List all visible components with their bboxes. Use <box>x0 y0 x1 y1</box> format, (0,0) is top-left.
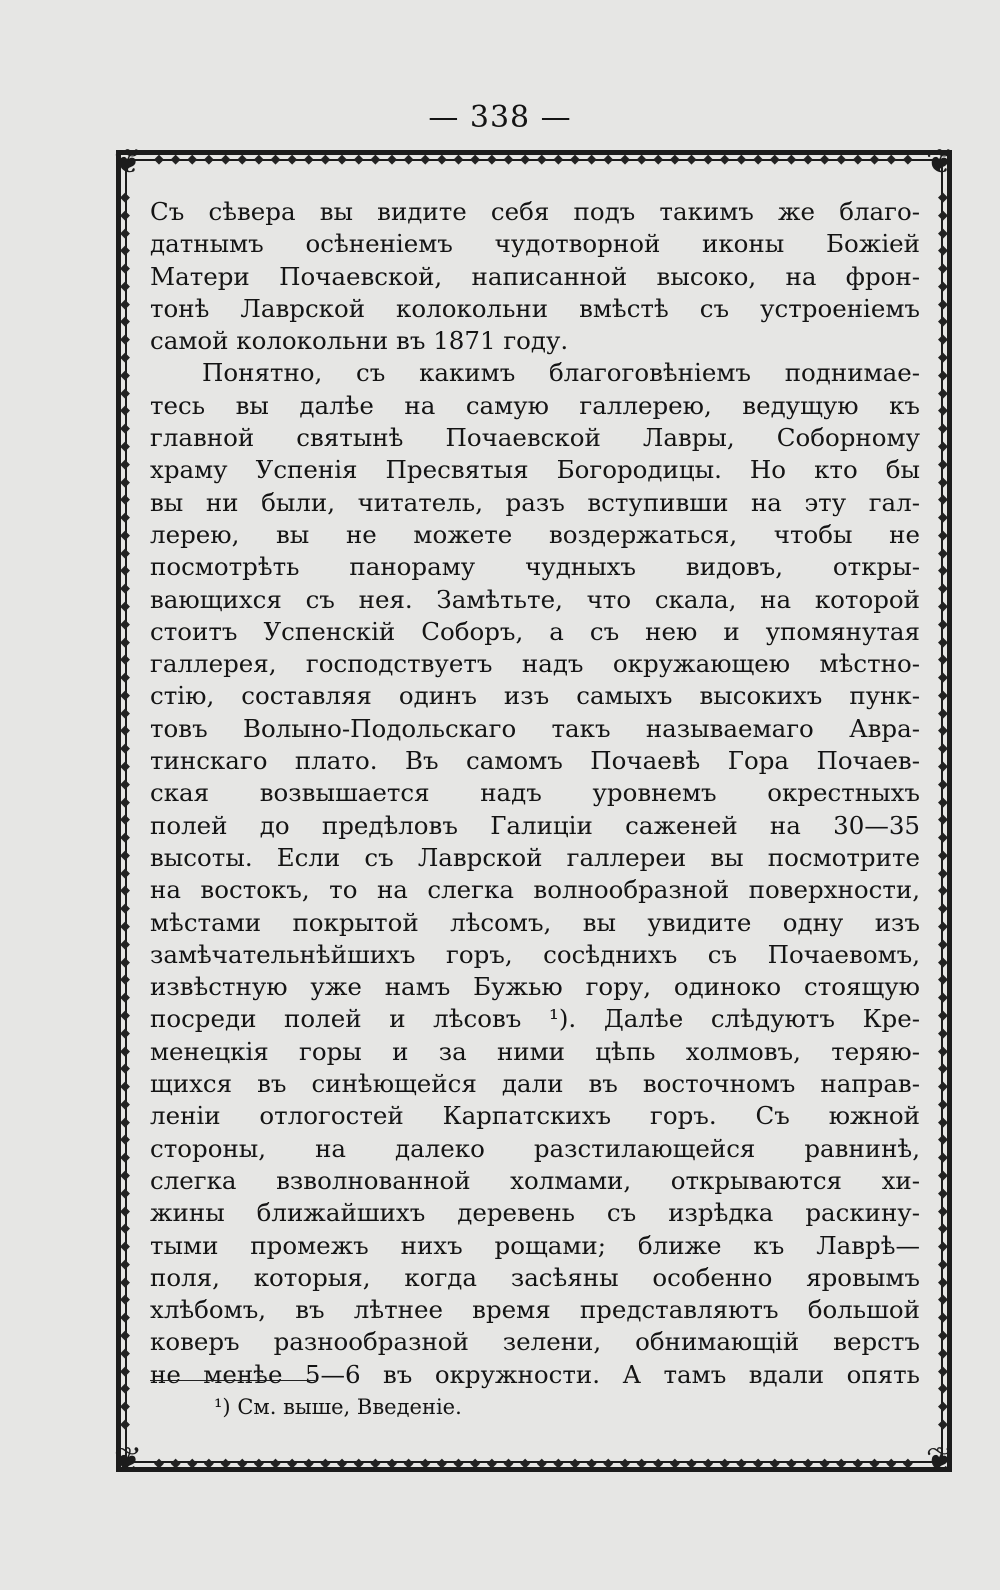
chain-band-icon: ◆ <box>120 1221 130 1237</box>
frame-right-band <box>935 190 951 1432</box>
text-line: леніи отлогостей Карпатскихъ горъ. Съ южной <box>150 1101 920 1131</box>
chain-band-icon: ◆ <box>938 1114 948 1130</box>
chain-band-icon: ◆ <box>938 438 948 454</box>
chain-band-icon: ◆ <box>120 705 130 721</box>
chain-band-icon: ◆ <box>938 1292 948 1308</box>
chain-band-icon: ◆ <box>938 332 948 348</box>
chain-band-icon: ◆ <box>120 207 130 223</box>
chain-band-icon: ◆ <box>120 1167 130 1183</box>
chain-band-icon: ◆ <box>938 990 948 1006</box>
text-line: лерею, вы не можете воздержаться, чтобы не <box>150 519 920 549</box>
chain-band-icon: ◆ <box>938 1310 948 1326</box>
chain-band-icon: ◆ <box>938 634 948 650</box>
chain-band-icon: ◆ <box>938 456 948 472</box>
frame-bottom-band <box>154 1455 914 1471</box>
chain-band-icon: ◆ <box>938 865 948 881</box>
text-line: Съ сѣвера вы видите себя подъ такимъ же благо- <box>150 197 920 226</box>
text-line: тонѣ Лаврской колокольни вмѣстѣ съ устроеніемъ <box>150 293 920 323</box>
chain-band-icon: ◆ <box>719 1455 731 1471</box>
text-line: вы ни были, читатель, разъ вступивши на эту гал- <box>150 487 920 517</box>
chain-band-icon: ◆ <box>120 1043 130 1059</box>
chain-band-icon: ◆ <box>938 563 948 579</box>
chain-band-icon: ◆ <box>120 545 130 561</box>
chain-band-icon: ◆ <box>938 581 948 597</box>
chain-band-icon: ◆ <box>938 1025 948 1041</box>
text-line: самой колокольни въ 1871 году. <box>150 326 569 356</box>
text-line: стоитъ Успенскій Соборъ, а съ нею и упомянутая <box>150 616 920 646</box>
chain-band-icon: ◆ <box>120 776 130 792</box>
chain-band-icon: ◆ <box>938 776 948 792</box>
chain-band-icon: ◆ <box>938 367 948 383</box>
chain-band-icon: ◆ <box>486 1455 498 1471</box>
text-line: жины ближайшихъ деревень съ изрѣдка раскину- <box>150 1198 920 1228</box>
chain-band-icon: ◆ <box>938 598 948 614</box>
chain-band-icon: ◆ <box>337 151 349 167</box>
chain-band-icon: ◆ <box>287 151 299 167</box>
text-line: менецкія горы и за ними цѣпь холмовъ, теряю- <box>150 1036 920 1066</box>
chain-band-icon: ◆ <box>353 1455 365 1471</box>
chain-band-icon: ◆ <box>938 1132 948 1148</box>
chain-band-icon: ◆ <box>187 151 199 167</box>
chain-band-icon: ◆ <box>253 151 265 167</box>
chain-band-icon: ◆ <box>120 527 130 543</box>
chain-band-icon: ◆ <box>120 190 130 205</box>
chain-band-icon: ◆ <box>120 1328 130 1343</box>
chain-band-icon: ◆ <box>120 563 130 579</box>
chain-band-icon: ◆ <box>154 1455 165 1471</box>
chain-band-icon: ◆ <box>220 1455 232 1471</box>
chain-band-icon: ◆ <box>120 1025 130 1041</box>
chain-band-icon: ◆ <box>852 151 864 167</box>
chain-band-icon: ◆ <box>270 1455 282 1471</box>
chain-band-icon: ◆ <box>120 403 130 419</box>
chain-band-icon: ◆ <box>120 972 130 988</box>
chain-band-icon: ◆ <box>938 954 948 970</box>
chain-band-icon: ◆ <box>736 1455 748 1471</box>
text-line: на востокъ, то на слегка волнообразной поверхности, <box>150 875 920 905</box>
chain-band-icon: ◆ <box>938 1274 948 1290</box>
chain-band-icon: ◆ <box>120 1416 130 1432</box>
chain-band-icon: ◆ <box>270 151 282 167</box>
chain-band-icon: ◆ <box>938 705 948 721</box>
footnote <box>214 1395 462 1419</box>
chain-band-icon: ◆ <box>120 990 130 1006</box>
chain-band-icon: ◆ <box>938 901 948 917</box>
text-line: товъ Волыно-Подольскаго такъ называемаго Авра- <box>150 713 920 743</box>
chain-band-icon: ◆ <box>120 492 130 508</box>
chain-band-icon: ◆ <box>938 1239 948 1255</box>
text-line: стію, составляя одинъ изъ самыхъ высокихъ пунк- <box>150 681 920 711</box>
body-text <box>150 196 920 1391</box>
chain-band-icon: ◆ <box>619 1455 631 1471</box>
chain-band-icon: ◆ <box>636 151 648 167</box>
chain-band-icon: ◆ <box>120 1061 130 1077</box>
chain-band-icon: ◆ <box>570 1455 582 1471</box>
chain-band-icon: ◆ <box>120 332 130 348</box>
chain-band-icon: ◆ <box>938 474 948 490</box>
text-line: датнымъ осѣненіемъ чудотворной иконы Божіей <box>150 229 920 259</box>
chain-band-icon: ◆ <box>938 1167 948 1183</box>
chain-band-icon: ◆ <box>120 581 130 597</box>
chain-band-icon: ◆ <box>120 759 130 774</box>
chain-band-icon: ◆ <box>938 225 948 241</box>
chain-band-icon: ◆ <box>938 510 948 526</box>
chain-band-icon: ◆ <box>120 1114 130 1130</box>
chain-band-icon: ◆ <box>938 1328 948 1343</box>
chain-band-icon: ◆ <box>120 883 130 899</box>
chain-band-icon: ◆ <box>237 151 249 167</box>
chain-band-icon: ◆ <box>938 972 948 988</box>
chain-band-icon: ◆ <box>120 687 130 703</box>
text-line: галлерея, господствуетъ надъ окружающею мѣстно- <box>150 649 920 679</box>
chain-band-icon: ◆ <box>203 1455 215 1471</box>
text-line: Понятно, съ какимъ благоговѣніемъ поднимае- <box>202 358 920 388</box>
chain-band-icon: ◆ <box>753 151 765 167</box>
chain-band-icon: ◆ <box>120 421 130 437</box>
text-line: коверъ разнообразной зелени, обнимающій верстъ <box>150 1327 920 1357</box>
text-line: поля, которыя, когда засѣяны особенно яровымъ <box>150 1262 920 1292</box>
chain-band-icon: ◆ <box>938 794 948 810</box>
chain-band-icon: ◆ <box>938 207 948 223</box>
chain-band-icon: ◆ <box>938 403 948 419</box>
chain-band-icon: ◆ <box>938 421 948 437</box>
chain-band-icon: ◆ <box>403 151 415 167</box>
chain-band-icon: ◆ <box>120 1363 130 1379</box>
chain-band-icon: ◆ <box>938 296 948 312</box>
chain-band-icon: ◆ <box>938 1203 948 1219</box>
chain-band-icon: ◆ <box>120 723 130 739</box>
chain-band-icon: ◆ <box>120 1185 130 1201</box>
text-line: слегка взволнованной холмами, открываются хи- <box>150 1165 920 1195</box>
chain-band-icon: ◆ <box>120 1096 130 1112</box>
text-line: замѣчательнѣйшихъ горъ, сосѣднихъ съ Почаевомъ, <box>150 939 920 969</box>
chain-band-icon: ◆ <box>938 261 948 277</box>
chain-band-icon: ◆ <box>553 1455 565 1471</box>
chain-band-icon: ◆ <box>120 634 130 650</box>
chain-band-icon: ◆ <box>938 830 948 846</box>
chain-band-icon: ◆ <box>120 243 130 259</box>
chain-band-icon: ◆ <box>187 1455 199 1471</box>
chain-band-icon: ◆ <box>120 1274 130 1290</box>
chain-band-icon: ◆ <box>938 759 948 774</box>
text-line: посмотрѣть панораму чудныхъ видовъ, откры- <box>150 552 920 582</box>
chain-band-icon: ◆ <box>120 847 130 863</box>
chain-band-icon: ◆ <box>938 812 948 828</box>
chain-band-icon: ◆ <box>938 278 948 294</box>
chain-band-icon: ◆ <box>120 1007 130 1023</box>
chain-band-icon: ◆ <box>303 1455 315 1471</box>
chain-band-icon: ◆ <box>669 151 681 167</box>
chain-band-icon: ◆ <box>603 1455 615 1471</box>
fleuron-corner-icon: ❦ <box>925 142 955 182</box>
text-line: извѣстную уже намъ Бужью гору, одиноко стоящую <box>150 972 920 1002</box>
chain-band-icon: ◆ <box>938 1061 948 1077</box>
footnote-marker: ¹) <box>214 1395 231 1419</box>
chain-band-icon: ◆ <box>938 527 948 543</box>
chain-band-icon: ◆ <box>938 1079 948 1095</box>
chain-band-icon: ◆ <box>586 151 598 167</box>
chain-band-icon: ◆ <box>120 278 130 294</box>
chain-band-icon: ◆ <box>938 545 948 561</box>
chain-band-icon: ◆ <box>120 616 130 632</box>
text-line: посреди полей и лѣсовъ ¹). Далѣе слѣдуютъ Кре- <box>150 1004 920 1034</box>
text-line: тинскаго плато. Въ самомъ Почаевѣ Гора Почаев- <box>150 746 920 776</box>
chain-band-icon: ◆ <box>120 741 130 757</box>
chain-band-icon: ◆ <box>120 1256 130 1272</box>
chain-band-icon: ◆ <box>719 151 731 167</box>
text-line: мѣстами покрытой лѣсомъ, вы увидите одну изъ <box>150 907 920 937</box>
chain-band-icon: ◆ <box>852 1455 864 1471</box>
chain-band-icon: ◆ <box>836 151 848 167</box>
chain-band-icon: ◆ <box>938 652 948 668</box>
chain-band-icon: ◆ <box>453 151 465 167</box>
text-line: высоты. Если съ Лаврской галлереи вы посмотрите <box>150 842 920 872</box>
chain-band-icon: ◆ <box>253 1455 265 1471</box>
chain-band-icon: ◆ <box>303 151 315 167</box>
text-line: храму Успенія Пресвятыя Богородицы. Но кто бы <box>150 455 920 485</box>
chain-band-icon: ◆ <box>436 151 448 167</box>
chain-band-icon: ◆ <box>703 1455 715 1471</box>
chain-band-icon: ◆ <box>120 936 130 952</box>
chain-band-icon: ◆ <box>436 1455 448 1471</box>
chain-band-icon: ◆ <box>120 1239 130 1255</box>
chain-band-icon: ◆ <box>902 1455 914 1471</box>
chain-band-icon: ◆ <box>120 385 130 401</box>
chain-band-icon: ◆ <box>553 151 565 167</box>
chain-band-icon: ◆ <box>938 847 948 863</box>
chain-band-icon: ◆ <box>938 243 948 259</box>
chain-band-icon: ◆ <box>938 616 948 632</box>
chain-band-icon: ◆ <box>237 1455 249 1471</box>
frame-left-band <box>117 190 133 1432</box>
chain-band-icon: ◆ <box>120 296 130 312</box>
chain-band-icon: ◆ <box>536 1455 548 1471</box>
text-line: Матери Почаевской, написанной высоко, на фрон- <box>150 261 920 291</box>
chain-band-icon: ◆ <box>120 1310 130 1326</box>
chain-band-icon: ◆ <box>536 151 548 167</box>
chain-band-icon: ◆ <box>120 438 130 454</box>
chain-band-icon: ◆ <box>120 314 130 330</box>
chain-band-icon: ◆ <box>120 901 130 917</box>
chain-band-icon: ◆ <box>786 1455 798 1471</box>
chain-band-icon: ◆ <box>938 687 948 703</box>
chain-band-icon: ◆ <box>503 1455 515 1471</box>
chain-band-icon: ◆ <box>938 1221 948 1237</box>
text-line: щихся въ синѣющейся дали въ восточномъ направ- <box>150 1069 920 1099</box>
fleuron-corner-icon: ❦ <box>925 1440 955 1480</box>
chain-band-icon: ◆ <box>869 151 881 167</box>
chain-band-icon: ◆ <box>619 151 631 167</box>
chain-band-icon: ◆ <box>120 652 130 668</box>
chain-band-icon: ◆ <box>470 1455 482 1471</box>
chain-band-icon: ◆ <box>736 151 748 167</box>
chain-band-icon: ◆ <box>120 456 130 472</box>
chain-band-icon: ◆ <box>120 1203 130 1219</box>
chain-band-icon: ◆ <box>570 151 582 167</box>
chain-band-icon: ◆ <box>120 812 130 828</box>
chain-band-icon: ◆ <box>886 151 898 167</box>
chain-band-icon: ◆ <box>170 1455 182 1471</box>
text-line: тесь вы далѣе на самую галлерею, ведущую къ <box>150 390 920 420</box>
chain-band-icon: ◆ <box>520 1455 532 1471</box>
chain-band-icon: ◆ <box>938 1416 948 1432</box>
chain-band-icon: ◆ <box>938 1256 948 1272</box>
chain-band-icon: ◆ <box>120 919 130 935</box>
chain-band-icon: ◆ <box>120 794 130 810</box>
chain-band-icon: ◆ <box>802 151 814 167</box>
chain-band-icon: ◆ <box>669 1455 681 1471</box>
text-line: полей до предѣловъ Галиціи саженей на 30—35 <box>150 810 920 840</box>
chain-band-icon: ◆ <box>653 151 665 167</box>
chain-band-icon: ◆ <box>120 474 130 490</box>
chain-band-icon: ◆ <box>938 883 948 899</box>
chain-band-icon: ◆ <box>320 151 332 167</box>
chain-band-icon: ◆ <box>320 1455 332 1471</box>
chain-band-icon: ◆ <box>470 151 482 167</box>
chain-band-icon: ◆ <box>120 350 130 366</box>
chain-band-icon: ◆ <box>769 151 781 167</box>
fleuron-corner-icon: ❦ <box>113 142 143 182</box>
chain-band-icon: ◆ <box>938 1185 948 1201</box>
chain-band-icon: ◆ <box>938 741 948 757</box>
chain-band-icon: ◆ <box>203 151 215 167</box>
chain-band-icon: ◆ <box>703 151 715 167</box>
chain-band-icon: ◆ <box>120 670 130 686</box>
chain-band-icon: ◆ <box>938 1007 948 1023</box>
chain-band-icon: ◆ <box>120 865 130 881</box>
chain-band-icon: ◆ <box>819 1455 831 1471</box>
footnote-divider <box>150 1380 315 1381</box>
chain-band-icon: ◆ <box>938 1345 948 1361</box>
chain-band-icon: ◆ <box>386 151 398 167</box>
chain-band-icon: ◆ <box>370 151 382 167</box>
chain-band-icon: ◆ <box>120 1292 130 1308</box>
chain-band-icon: ◆ <box>938 385 948 401</box>
text-line: ская возвышается надъ уровнемъ окрестныхъ <box>150 778 920 808</box>
chain-band-icon: ◆ <box>120 830 130 846</box>
chain-band-icon: ◆ <box>337 1455 349 1471</box>
chain-band-icon: ◆ <box>453 1455 465 1471</box>
chain-band-icon: ◆ <box>420 151 432 167</box>
chain-band-icon: ◆ <box>938 314 948 330</box>
text-line: не менѣе 5—6 въ окружности. А тамъ вдали опять <box>150 1359 920 1389</box>
chain-band-icon: ◆ <box>120 1381 130 1397</box>
chain-band-icon: ◆ <box>938 1381 948 1397</box>
chain-band-icon: ◆ <box>120 1079 130 1095</box>
chain-band-icon: ◆ <box>938 350 948 366</box>
chain-band-icon: ◆ <box>420 1455 432 1471</box>
chain-band-icon: ◆ <box>938 492 948 508</box>
footnote-text: См. выше, Введеніе. <box>237 1395 462 1419</box>
text-line: тыми промежъ нихъ рощами; ближе къ Лаврѣ— <box>150 1230 920 1260</box>
page-number: — 338 — <box>428 100 572 135</box>
chain-band-icon: ◆ <box>836 1455 848 1471</box>
chain-band-icon: ◆ <box>938 919 948 935</box>
text-line: главной святынѣ Почаевской Лавры, Соборному <box>150 423 920 453</box>
chain-band-icon: ◆ <box>869 1455 881 1471</box>
text-line: хлѣбомъ, въ лѣтнее время представляютъ большой <box>150 1295 920 1325</box>
chain-band-icon: ◆ <box>938 1096 948 1112</box>
chain-band-icon: ◆ <box>938 1043 948 1059</box>
chain-band-icon: ◆ <box>120 367 130 383</box>
chain-band-icon: ◆ <box>786 151 798 167</box>
chain-band-icon: ◆ <box>120 510 130 526</box>
chain-band-icon: ◆ <box>753 1455 765 1471</box>
frame-top-band <box>154 151 914 167</box>
chain-band-icon: ◆ <box>938 670 948 686</box>
chain-band-icon: ◆ <box>603 151 615 167</box>
chain-band-icon: ◆ <box>120 598 130 614</box>
chain-band-icon: ◆ <box>686 151 698 167</box>
chain-band-icon: ◆ <box>170 151 182 167</box>
chain-band-icon: ◆ <box>120 261 130 277</box>
chain-band-icon: ◆ <box>287 1455 299 1471</box>
chain-band-icon: ◆ <box>938 190 948 205</box>
chain-band-icon: ◆ <box>886 1455 898 1471</box>
text-line: стороны, на далеко разстилающейся равнинѣ, <box>150 1133 920 1163</box>
chain-band-icon: ◆ <box>938 936 948 952</box>
chain-band-icon: ◆ <box>636 1455 648 1471</box>
chain-band-icon: ◆ <box>586 1455 598 1471</box>
chain-band-icon: ◆ <box>938 723 948 739</box>
chain-band-icon: ◆ <box>819 151 831 167</box>
chain-band-icon: ◆ <box>120 225 130 241</box>
chain-band-icon: ◆ <box>802 1455 814 1471</box>
chain-band-icon: ◆ <box>120 1345 130 1361</box>
chain-band-icon: ◆ <box>686 1455 698 1471</box>
chain-band-icon: ◆ <box>653 1455 665 1471</box>
chain-band-icon: ◆ <box>120 954 130 970</box>
chain-band-icon: ◆ <box>120 1150 130 1166</box>
chain-band-icon: ◆ <box>120 1399 130 1415</box>
chain-band-icon: ◆ <box>938 1363 948 1379</box>
chain-band-icon: ◆ <box>386 1455 398 1471</box>
chain-band-icon: ◆ <box>938 1399 948 1415</box>
chain-band-icon: ◆ <box>154 151 165 167</box>
chain-band-icon: ◆ <box>403 1455 415 1471</box>
chain-band-icon: ◆ <box>938 1150 948 1166</box>
chain-band-icon: ◆ <box>220 151 232 167</box>
text-line: вающихся съ нея. Замѣтьте, что скала, на которой <box>150 584 920 614</box>
chain-band-icon: ◆ <box>353 151 365 167</box>
chain-band-icon: ◆ <box>486 151 498 167</box>
chain-band-icon: ◆ <box>769 1455 781 1471</box>
chain-band-icon: ◆ <box>370 1455 382 1471</box>
chain-band-icon: ◆ <box>120 1132 130 1148</box>
chain-band-icon: ◆ <box>503 151 515 167</box>
chain-band-icon: ◆ <box>902 151 914 167</box>
chain-band-icon: ◆ <box>520 151 532 167</box>
fleuron-corner-icon: ❦ <box>113 1440 143 1480</box>
